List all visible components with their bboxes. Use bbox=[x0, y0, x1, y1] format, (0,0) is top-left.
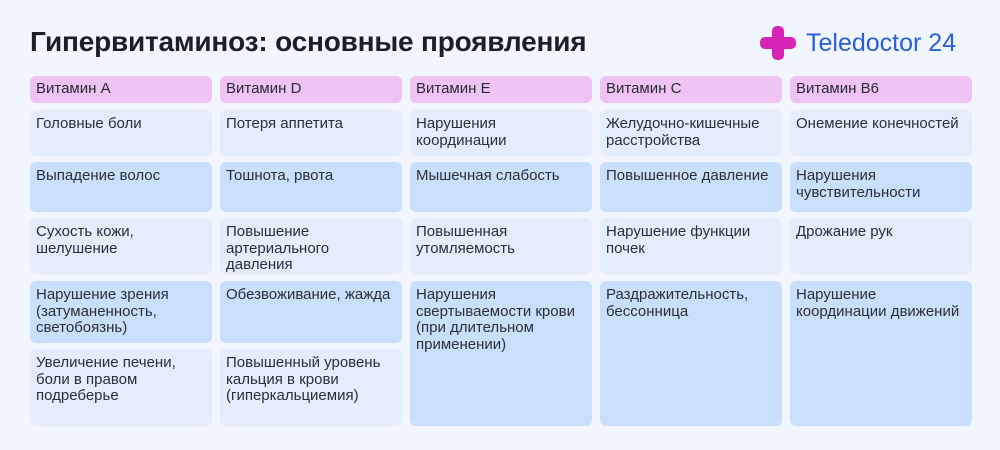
symptom-cell: Повышение артериального давления bbox=[220, 218, 402, 274]
symptom-cell: Дрожание рук bbox=[790, 218, 972, 274]
symptom-cell: Повышенное давление bbox=[600, 162, 782, 212]
symptom-cell: Увеличение печени, боли в правом подреберье bbox=[30, 349, 212, 426]
symptom-cell: Сухость кожи, шелушение bbox=[30, 218, 212, 274]
symptom-cell: Нарушения координации bbox=[410, 110, 592, 156]
symptom-cell: Нарушение функции почек bbox=[600, 218, 782, 274]
symptom-cell: Онемение конечностей bbox=[790, 110, 972, 156]
brand-name: Teledoctor 24 bbox=[806, 28, 957, 57]
column-header: Витамин B6 bbox=[790, 76, 972, 103]
symptom-cell: Тошнота, рвота bbox=[220, 162, 402, 212]
column-header: Витамин C bbox=[600, 76, 782, 103]
symptom-cell: Повышенный уровень кальция в крови (гиперкальциемия) bbox=[220, 349, 402, 426]
symptom-cell: Желудочно-кишечные расстройства bbox=[600, 110, 782, 156]
brand-logo bbox=[760, 26, 956, 60]
column-header: Витамин D bbox=[220, 76, 402, 103]
page-title: Гипервитаминоз: основные проявления bbox=[30, 26, 587, 57]
column-header: Витамин E bbox=[410, 76, 592, 103]
symptom-cell: Нарушения чувствительности bbox=[790, 162, 972, 212]
symptom-cell: Повышенная утомляемость bbox=[410, 218, 592, 274]
symptom-cell: Нарушение зрения (затуманенность, светобоязнь) bbox=[30, 281, 212, 343]
symptom-cell: Обезвоживание, жажда bbox=[220, 281, 402, 343]
symptom-cell: Мышечная слабость bbox=[410, 162, 592, 212]
symptom-cell: Нарушение координации движений bbox=[790, 281, 972, 426]
symptom-cell: Выпадение волос bbox=[30, 162, 212, 212]
symptom-cell: Потеря аппетита bbox=[220, 110, 402, 156]
symptom-cell: Головные боли bbox=[30, 110, 212, 156]
column-header: Витамин А bbox=[30, 76, 212, 103]
medical-cross-icon bbox=[760, 26, 796, 60]
symptom-cell: Нарушения свертываемости крови (при длительном применении) bbox=[410, 281, 592, 426]
symptom-cell: Раздражительность, бессонница bbox=[600, 281, 782, 426]
